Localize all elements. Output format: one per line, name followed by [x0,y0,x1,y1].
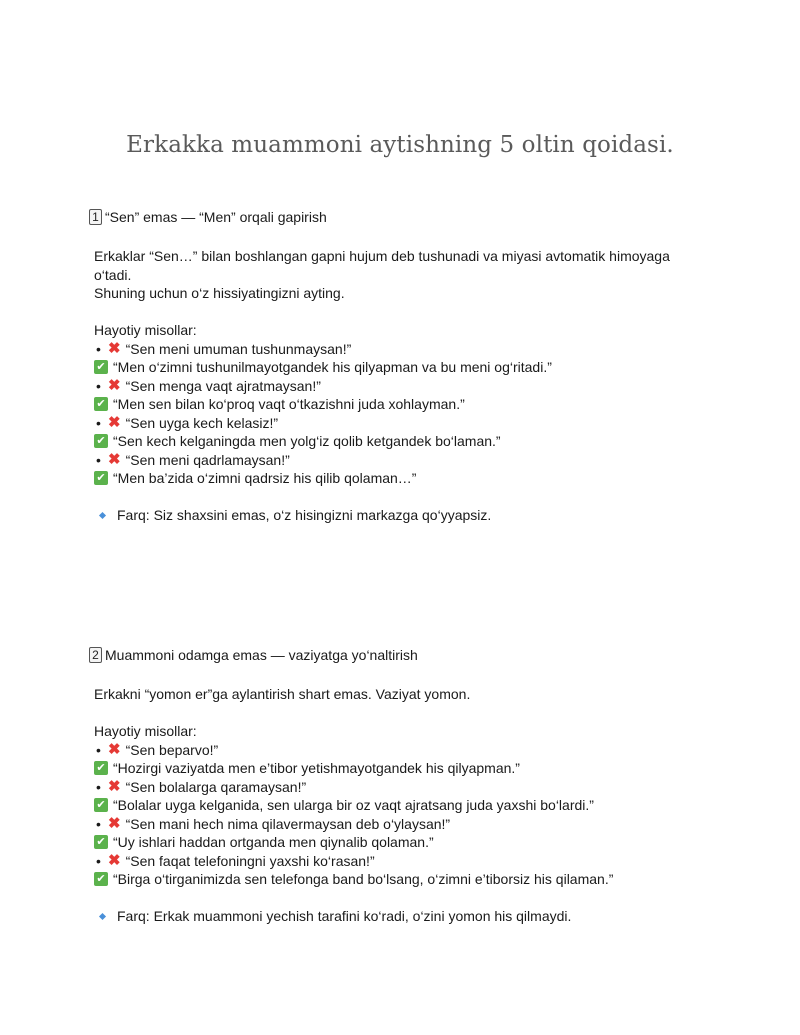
example-right: ✔ “Birga o‘tirganimizda sen telefonga band bo‘lsang, o‘zimni e’tiborsiz his qilaman.” [94,870,734,889]
example-right: ✔ “Men sen bilan ko‘proq vaqt o‘tkazishni juda xohlayman.” [94,395,734,414]
check-mark-icon: ✔ [94,798,108,812]
example-right: ✔ “Men ba’zida o‘zimni qadrsiz his qilib qolaman…” [94,469,734,488]
example-wrong: • ✖ “Sen menga vaqt ajratmaysan!” [96,376,321,394]
check-mark-icon: ✔ [94,761,108,775]
example-wrong: • ✖ “Sen beparvo!” [96,740,219,758]
check-mark-icon: ✔ [94,360,108,374]
note: Farq: Erkak muammoni yechish tarafini ko‘radi, o‘zini yomon his qilmaydi. [94,907,734,926]
example-wrong: • ✖ “Sen bolalarga qaramaysan!” [96,777,307,795]
intro-line: Shuning uchun o‘z hissiyatingizni ayting. [94,285,345,301]
example-right: ✔ “Uy ishlari haddan ortganda men qiynalib qolaman.” [94,833,734,852]
cross-mark-icon: ✖ [108,413,121,431]
examples-label: Hayotiy misollar: [94,723,197,739]
example-wrong: • ✖ “Sen meni umuman tushunmaysan!” [96,339,352,357]
keycap-number-icon: 2 [89,647,102,663]
example-right: ✔ “Sen kech kelganingda men yolg‘iz qolib ketgandek bo‘laman.” [94,432,734,451]
cross-mark-icon: ✖ [108,339,121,357]
intro-line: o‘tadi. [94,266,132,283]
check-mark-icon: ✔ [94,434,108,448]
check-mark-icon: ✔ [94,835,108,849]
example-wrong: • ✖ “Sen uyga kech kelasiz!” [96,413,279,431]
cross-mark-icon: ✖ [108,450,121,468]
section-heading [94,646,734,665]
check-mark-icon: ✔ [94,471,108,485]
example-wrong: • ✖ “Sen faqat telefoningni yaxshi ko‘rasan!” [96,851,375,869]
check-mark-icon: ✔ [94,872,108,886]
keycap-number-icon: 1 [89,209,102,225]
examples-label: Hayotiy misollar: [94,322,197,338]
blue-diamond-icon [99,512,106,519]
example-right: ✔ “Men o‘zimni tushunilmayotgandek his qilyapman va bu meni og‘ritadi.” [94,358,734,377]
cross-mark-icon: ✖ [108,814,121,832]
section-1 [94,208,734,525]
example-right: ✔ “Bolalar uyga kelganida, sen ularga bir oz vaqt ajratsang juda yaxshi bo‘lardi.” [94,796,734,815]
section-heading [94,208,734,227]
document-title: Erkakka muammoni aytishning 5 oltin qoidasi. [126,132,674,158]
intro-line: Erkakni “yomon er”ga aylantirish shart emas. Vaziyat yomon. [94,686,471,702]
cross-mark-icon: ✖ [108,740,121,758]
example-right: ✔ “Hozirgi vaziyatda men e’tibor yetishmayotgandek his qilyapman.” [94,759,734,778]
note: Farq: Siz shaxsini emas, o‘z hisingizni markazga qo‘yyapsiz. [94,506,734,525]
section-2 [94,646,734,926]
blue-diamond-icon [99,913,106,920]
section-heading-text: Muammoni odamga emas — vaziyatga yo‘naltirish [105,647,418,663]
example-wrong: • ✖ “Sen mani hech nima qilavermaysan deb o‘ylaysan!” [96,814,451,832]
check-mark-icon: ✔ [94,397,108,411]
section-heading-text: “Sen” emas — “Men” orqali gapirish [105,209,327,225]
cross-mark-icon: ✖ [108,777,121,795]
intro-line: Erkaklar “Sen…” bilan boshlangan gapni hujum deb tushunadi va miyasi avtomatik himoyaga [94,248,670,264]
example-wrong: • ✖ “Sen meni qadrlamaysan!” [96,450,290,468]
cross-mark-icon: ✖ [108,376,121,394]
cross-mark-icon: ✖ [108,851,121,869]
